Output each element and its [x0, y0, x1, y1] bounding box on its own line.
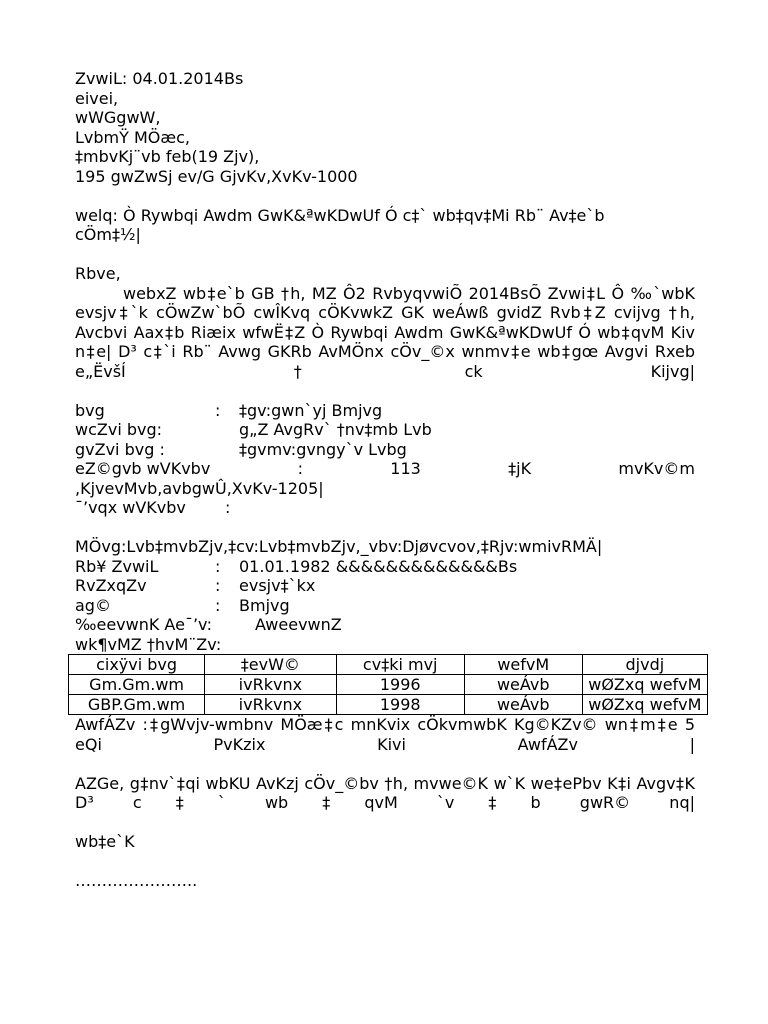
table-row [69, 675, 708, 695]
field-birth-date [75, 557, 695, 577]
date-line: ZvwiL: 04.01.2014Bs [75, 69, 244, 88]
table-cell: 1998 [336, 695, 464, 715]
field-sep: : [215, 400, 221, 420]
table-header: cv‡ki mvj [336, 655, 464, 675]
education-heading: wk¶vMZ †hvM¨Zv: [75, 634, 222, 654]
field-value: AweevwnZ [255, 615, 342, 634]
subject-line: cÖm‡½| [75, 225, 141, 244]
field-label: ‰eevwnK Ae¯’v: [75, 615, 213, 634]
field-label: RvZxqZv [75, 576, 147, 595]
field-sep [215, 440, 239, 460]
field-value: evsjv‡`kx [239, 576, 316, 595]
table-header: ‡evW© [205, 655, 336, 675]
table-header: cixÿvi bvg [69, 655, 205, 675]
spacer [75, 754, 695, 774]
field-value: ‡gvmv:gvngy`v Lvbg [239, 439, 407, 459]
field-value: Bmjvg [239, 595, 290, 615]
signoff: wb‡e`K [75, 832, 135, 851]
spacer [75, 186, 695, 206]
recipient-line: wWGgwW, [75, 108, 161, 127]
field-permanent-address [75, 498, 695, 518]
recipient-block [75, 89, 695, 187]
recipient-line: LvbmŸ MÖæc, [75, 127, 190, 147]
signature-line: ………………….. [75, 871, 198, 890]
table-cell: wØZxq wefvM [582, 675, 707, 695]
subject-line: welq: Ò Rywbqi Awdm GwK&ªwKDwUf Ó c‡` wb‡qv‡Mi Rb¨ Av‡e`b [75, 205, 605, 225]
field-marital-status [75, 615, 695, 635]
subject-block [75, 206, 695, 245]
field-mother-name [75, 440, 695, 460]
table-cell: 1996 [336, 675, 464, 695]
spacer [75, 852, 695, 872]
table-cell: weÁvb [464, 675, 582, 695]
field-present-address [75, 459, 695, 479]
body-paragraph: webxZ wb‡e`b GB †h, MZ Ô2 RvbyqvwiÕ 2014BsÕ Zvwi‡L Ô ‰`wbK evsjv‡`k cÖwZw`bÕ cwÎKvq cÖKvwkZ GK weÁwß gvidZ Rvb‡Z cvijvg †h, Avcbvi Aax‡b Riæix wfwË‡Z Ò Rywbqi Awdm GwK&ªwKDwUf Ó wb‡qvM Kiv n‡e| D³ c‡`i Rb¨ Avwg GKRb AvMÖnx cÖv_©x wnmv‡e wb‡gœ Avgvi Rxeb e„ËvšÍ †ck Kijvg| [75, 283, 695, 381]
education-table [68, 654, 708, 715]
field-label: eZ©gvb wVKvbv [75, 459, 211, 478]
table-cell: weÁvb [464, 695, 582, 715]
table-header-row [69, 655, 708, 675]
table-row [69, 695, 708, 715]
field-nationality [75, 576, 695, 596]
salutation: Rbve, [75, 264, 121, 283]
table-header: wefvM [464, 655, 582, 675]
field-label: ag© [75, 595, 111, 615]
field-label: gvZvi bvg : [75, 439, 165, 459]
spacer [75, 245, 695, 265]
recipient-line: 195 gwZwSj ev/G GjvKv,XvKv-1000 [75, 166, 358, 186]
field-value: g„Z AvgRv` †nv‡mb Lvb [239, 420, 432, 439]
field-sep: : [215, 595, 221, 615]
permanent-address-line2: MÖvg:Lvb‡mvbZjv,‡cv:Lvb‡mvbZjv,_vbv:Djøvcvov,‡Rjv:wmivRMÄ| [75, 537, 603, 556]
field-label: ¯’vqx wVKvbv [75, 498, 186, 517]
field-religion [75, 596, 695, 616]
address-part: mvKv©m [618, 459, 695, 478]
table-cell: Gm.Gm.wm [69, 675, 205, 695]
table-header: djvdj [582, 655, 707, 675]
address-part: ‡jK [508, 459, 532, 478]
field-label: bvg [75, 400, 105, 420]
field-name [75, 401, 695, 421]
spacer [75, 813, 695, 833]
personal-info [75, 401, 695, 635]
recipient-line: ‡mbvKj¨vb feb(19 Zjv), [75, 147, 260, 166]
field-value: 01.01.1982 &&&&&&&&&&&&&Bs [239, 556, 518, 576]
table-cell: ivRkvnx [205, 675, 336, 695]
field-sep: : [297, 459, 303, 478]
address-part: 113 [390, 459, 421, 478]
spacer [75, 518, 695, 538]
field-sep: : [215, 576, 221, 595]
closing-paragraph: AZGe, g‡nv`‡qi wbKU AvKzj cÖv_©bv †h, mvwe©K w`K we‡ePbv K‡i Avgv‡K D³ c‡` wb‡qvM `v‡b gwR© nq| [75, 773, 695, 812]
field-label: Rb¥ ZvwiL [75, 556, 159, 576]
spacer [75, 381, 695, 401]
field-sep [215, 420, 239, 440]
letter-page [75, 69, 702, 891]
recipient-line: eivei, [75, 88, 119, 108]
field-sep: : [215, 556, 221, 576]
field-sep [225, 615, 255, 635]
field-value: ‡gv:gwn`yj Bmjvg [239, 400, 383, 420]
table-cell: GBP.Gm.wm [69, 695, 205, 715]
present-address-line2: ,KjvevMvb,avbgwÛ,XvKv-1205| [75, 478, 324, 498]
field-label: wcZvi bvg: [75, 420, 163, 439]
experience-paragraph: AwfÁZv :‡gWvjv-wmbnv MÖæ‡c mnKvix cÖkvmwbK Kg©KZv© wn‡m‡e 5 eQi PvKzix Kivi AwfÁZv | [75, 715, 695, 754]
field-sep: : [225, 498, 231, 517]
table-cell: ivRkvnx [205, 695, 336, 715]
table-cell: wØZxq wefvM [582, 695, 707, 715]
field-father-name [75, 420, 695, 440]
